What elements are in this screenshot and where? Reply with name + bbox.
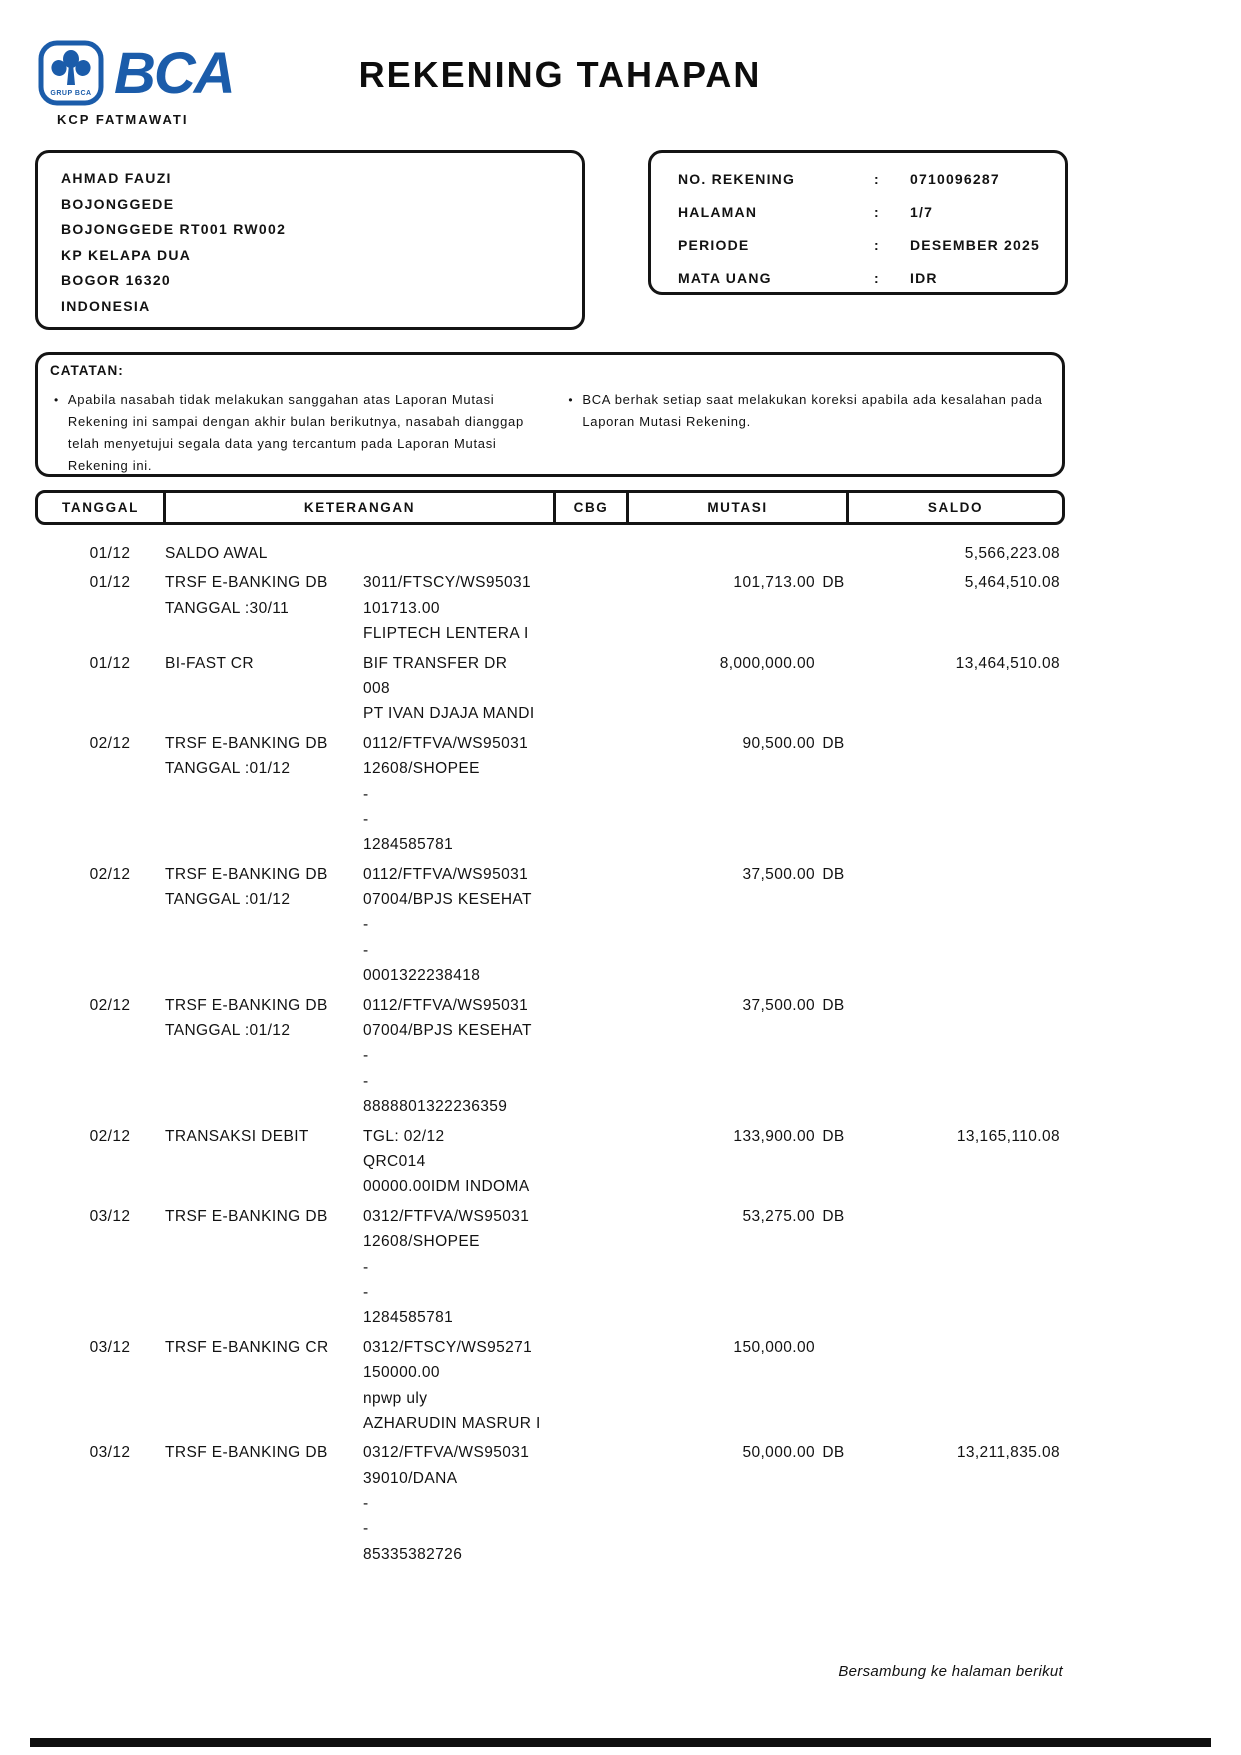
keterangan-line: 12608/SHOPEE (363, 1233, 480, 1251)
keterangan-line: TRANSAKSI DEBIT (165, 1127, 309, 1145)
transactions-table (35, 541, 1065, 1571)
note-text: BCA berhak setiap saat melakukan koreksi apabila ada kesalahan pada Laporan Mutasi Rekening. (582, 392, 1043, 429)
column-header-keterangan: KETERANGAN (166, 493, 556, 522)
keterangan-line: 0312/FTFVA/WS95031 (363, 1207, 530, 1225)
keterangan-line: TRSF E-BANKING DB (165, 574, 328, 592)
keterangan-line: 1284585781 (363, 1309, 454, 1327)
keterangan-line: - (363, 1047, 369, 1065)
transaction-amount: 133,900.00 (733, 1127, 815, 1145)
transaction-detail (363, 570, 625, 646)
debit-flag: DB (822, 574, 845, 592)
column-header-mutasi: MUTASI (629, 493, 849, 522)
debit-flag: DB (822, 865, 845, 883)
transaction-type (165, 570, 363, 646)
separator: : (874, 204, 880, 220)
transaction-date: 01/12 (89, 574, 131, 592)
table-row (35, 1440, 1065, 1567)
keterangan-line: - (363, 941, 369, 959)
customer-address-line: KP KELAPA DUA (61, 246, 192, 263)
keterangan-line: - (363, 1283, 369, 1301)
separator: : (874, 270, 880, 286)
transaction-detail (363, 1335, 625, 1437)
debit-flag (815, 541, 848, 566)
transaction-type (165, 1204, 363, 1331)
transaction-date: 02/12 (89, 734, 131, 752)
transaction-type (165, 1440, 363, 1567)
debit-flag (815, 1335, 848, 1437)
keterangan-line: 0112/FTFVA/WS95031 (363, 996, 529, 1014)
transaction-amount: 53,275.00 (742, 1207, 815, 1225)
balance-value (848, 731, 1065, 858)
separator: : (874, 237, 880, 253)
balance-value (848, 1335, 1065, 1437)
transaction-amount: 37,500.00 (742, 865, 815, 883)
balance-value (848, 993, 1065, 1120)
continuation-note: Bersambung ke halaman berikut (838, 1663, 1063, 1680)
keterangan-line: TRSF E-BANKING DB (165, 1444, 328, 1462)
column-header-tanggal: TANGGAL (38, 493, 166, 522)
keterangan-line: 0001322238418 (363, 967, 481, 985)
note-text: Apabila nasabah tidak melakukan sanggahan atas Laporan Mutasi Rekening ini sampai dengan akhir bulan berikutnya, nasabah dianggap telah menyetujui segala data yang tercantum pada Laporan Mutasi Rekening ini. (67, 392, 524, 473)
transaction-type (165, 993, 363, 1120)
transaction-type (165, 651, 363, 727)
keterangan-line: AZHARUDIN MASRUR I (363, 1414, 541, 1432)
separator: : (874, 171, 880, 187)
account-info-box (648, 150, 1068, 295)
bca-logo (38, 40, 272, 106)
transaction-detail (363, 1204, 625, 1331)
transaction-amount: 50,000.00 (742, 1444, 815, 1462)
column-header-cbg: CBG (556, 493, 629, 522)
page-number-value: 1/7 (910, 204, 934, 220)
transaction-type (165, 1124, 363, 1200)
debit-flag (815, 651, 848, 727)
keterangan-line: TGL: 02/12 (363, 1127, 445, 1145)
keterangan-line: 8888801322236359 (363, 1098, 508, 1116)
keterangan-line: SALDO AWAL (165, 545, 268, 562)
keterangan-line: - (363, 916, 369, 934)
table-row (35, 651, 1065, 727)
keterangan-line: TANGGAL :01/12 (165, 891, 291, 909)
transaction-amount: 90,500.00 (742, 734, 815, 752)
customer-address-line: BOJONGGEDE (61, 195, 175, 212)
keterangan-line: TANGGAL :01/12 (165, 1022, 291, 1040)
transaction-detail (363, 1124, 625, 1200)
balance-value: 5,566,223.08 (964, 545, 1060, 562)
keterangan-line: TRSF E-BANKING CR (165, 1338, 329, 1356)
page-title: REKENING TAHAPAN (358, 54, 762, 95)
keterangan-line: - (363, 810, 369, 828)
keterangan-line: 07004/BPJS KESEHAT (363, 891, 532, 909)
table-row (35, 1204, 1065, 1331)
keterangan-line: 0312/FTSCY/WS95271 (363, 1338, 533, 1356)
customer-address-line: BOGOR 16320 (61, 272, 172, 288)
currency-label: MATA UANG (678, 270, 772, 286)
debit-flag: DB (822, 1444, 845, 1462)
transaction-detail (363, 862, 625, 989)
keterangan-line: 1284585781 (363, 836, 454, 854)
keterangan-line: TRSF E-BANKING DB (165, 734, 328, 752)
page-number-row (678, 196, 1065, 229)
keterangan-line: 0112/FTFVA/WS95031 (363, 734, 529, 752)
period-value: DESEMBER 2025 (910, 237, 1040, 253)
transaction-date: 01/12 (89, 654, 131, 672)
keterangan-line: TANGGAL :30/11 (165, 599, 290, 617)
balance-value (848, 1204, 1065, 1331)
keterangan-line: - (363, 1072, 369, 1090)
customer-address-line: INDONESIA (61, 297, 151, 314)
transaction-detail (363, 541, 625, 566)
currency-row (678, 262, 1065, 295)
keterangan-line: - (363, 1495, 369, 1513)
keterangan-line: BIF TRANSFER DR (363, 654, 508, 672)
transaction-date: 03/12 (89, 1207, 131, 1225)
balance-value: 13,464,510.08 (955, 654, 1060, 672)
keterangan-line: 3011/FTSCY/WS95031 (363, 574, 532, 592)
account-number-value: 0710096287 (910, 171, 1000, 187)
notes-box (35, 352, 1065, 477)
bca-logo-icon (38, 40, 104, 106)
customer-name: AHMAD FAUZI (61, 170, 172, 186)
keterangan-line: 0112/FTFVA/WS95031 (363, 865, 529, 883)
branch-label: KCP FATMAWATI (57, 112, 189, 127)
bottom-divider (30, 1738, 1211, 1747)
page-number-label: HALAMAN (678, 204, 758, 220)
keterangan-line: TANGGAL :01/12 (165, 760, 291, 778)
transaction-date: 02/12 (89, 996, 131, 1014)
keterangan-line: 101713.00 (363, 599, 440, 617)
keterangan-line: 85335382726 (363, 1545, 463, 1563)
bca-wordmark-text: BCA (114, 43, 234, 103)
keterangan-line: - (363, 785, 369, 803)
transaction-amount: 8,000,000.00 (719, 654, 815, 672)
notes-heading: CATATAN: (50, 363, 124, 378)
transaction-detail (363, 731, 625, 858)
transaction-date: 02/12 (89, 865, 131, 883)
keterangan-line: 00000.00IDM INDOMA (363, 1178, 530, 1196)
notes-row (50, 389, 1062, 477)
transaction-detail (363, 993, 625, 1120)
debit-flag: DB (822, 1127, 845, 1145)
bca-wordmark (112, 43, 272, 103)
keterangan-line: 07004/BPJS KESEHAT (363, 1022, 532, 1040)
table-row (35, 862, 1065, 989)
column-header-saldo: SALDO (927, 500, 984, 515)
period-label: PERIODE (678, 237, 750, 253)
keterangan-line: BI-FAST CR (165, 654, 254, 672)
keterangan-line: - (363, 1258, 369, 1276)
keterangan-line: 008 (363, 679, 391, 697)
table-row (35, 541, 1065, 566)
keterangan-line: npwp uly (363, 1389, 428, 1407)
bca-group-label: GRUP BCA (50, 90, 92, 97)
keterangan-line: 12608/SHOPEE (363, 760, 480, 778)
transaction-detail (363, 1440, 625, 1567)
keterangan-line: 0312/FTFVA/WS95031 (363, 1444, 530, 1462)
balance-value: 13,211,835.08 (956, 1444, 1060, 1462)
bullet-icon: • (54, 393, 59, 407)
note-item (564, 389, 1062, 477)
keterangan-line: TRSF E-BANKING DB (165, 996, 328, 1014)
transaction-date: 01/12 (89, 545, 131, 562)
note-item (50, 389, 558, 477)
debit-flag: DB (822, 734, 845, 752)
table-row (35, 993, 1065, 1120)
bullet-icon: • (568, 393, 574, 407)
customer-address-box (35, 150, 585, 330)
balance-value (848, 862, 1065, 989)
keterangan-line: TRSF E-BANKING DB (165, 1207, 328, 1225)
balance-value: 13,165,110.08 (956, 1127, 1060, 1145)
table-row (35, 731, 1065, 858)
keterangan-line: PT IVAN DJAJA MANDI (363, 705, 535, 723)
transaction-detail (363, 651, 625, 727)
table-header (35, 490, 1065, 525)
transaction-amount (625, 541, 815, 566)
table-row (35, 1335, 1065, 1437)
table-row (35, 570, 1065, 646)
transaction-date: 03/12 (89, 1444, 131, 1462)
transaction-type (165, 1335, 363, 1437)
account-number-label: NO. REKENING (678, 171, 796, 187)
transaction-amount: 37,500.00 (742, 996, 815, 1014)
balance-value: 5,464,510.08 (964, 574, 1060, 592)
keterangan-line: 150000.00 (363, 1364, 440, 1382)
transaction-amount: 101,713.00 (733, 574, 815, 592)
transaction-date: 02/12 (89, 1127, 131, 1145)
debit-flag: DB (822, 1207, 845, 1225)
customer-address-line: BOJONGGEDE RT001 RW002 (61, 221, 287, 237)
transaction-type (165, 731, 363, 858)
keterangan-line: 39010/DANA (363, 1469, 458, 1487)
keterangan-line: TRSF E-BANKING DB (165, 865, 328, 883)
transaction-amount: 150,000.00 (733, 1338, 815, 1356)
transaction-date: 03/12 (89, 1338, 131, 1356)
account-number-row (678, 163, 1065, 196)
keterangan-line: FLIPTECH LENTERA I (363, 625, 529, 643)
keterangan-line: QRC014 (363, 1152, 426, 1170)
transaction-type (165, 541, 363, 566)
debit-flag: DB (822, 996, 845, 1014)
keterangan-line: - (363, 1520, 369, 1538)
period-row (678, 229, 1065, 262)
table-row (35, 1124, 1065, 1200)
transaction-type (165, 862, 363, 989)
currency-value: IDR (910, 270, 938, 286)
